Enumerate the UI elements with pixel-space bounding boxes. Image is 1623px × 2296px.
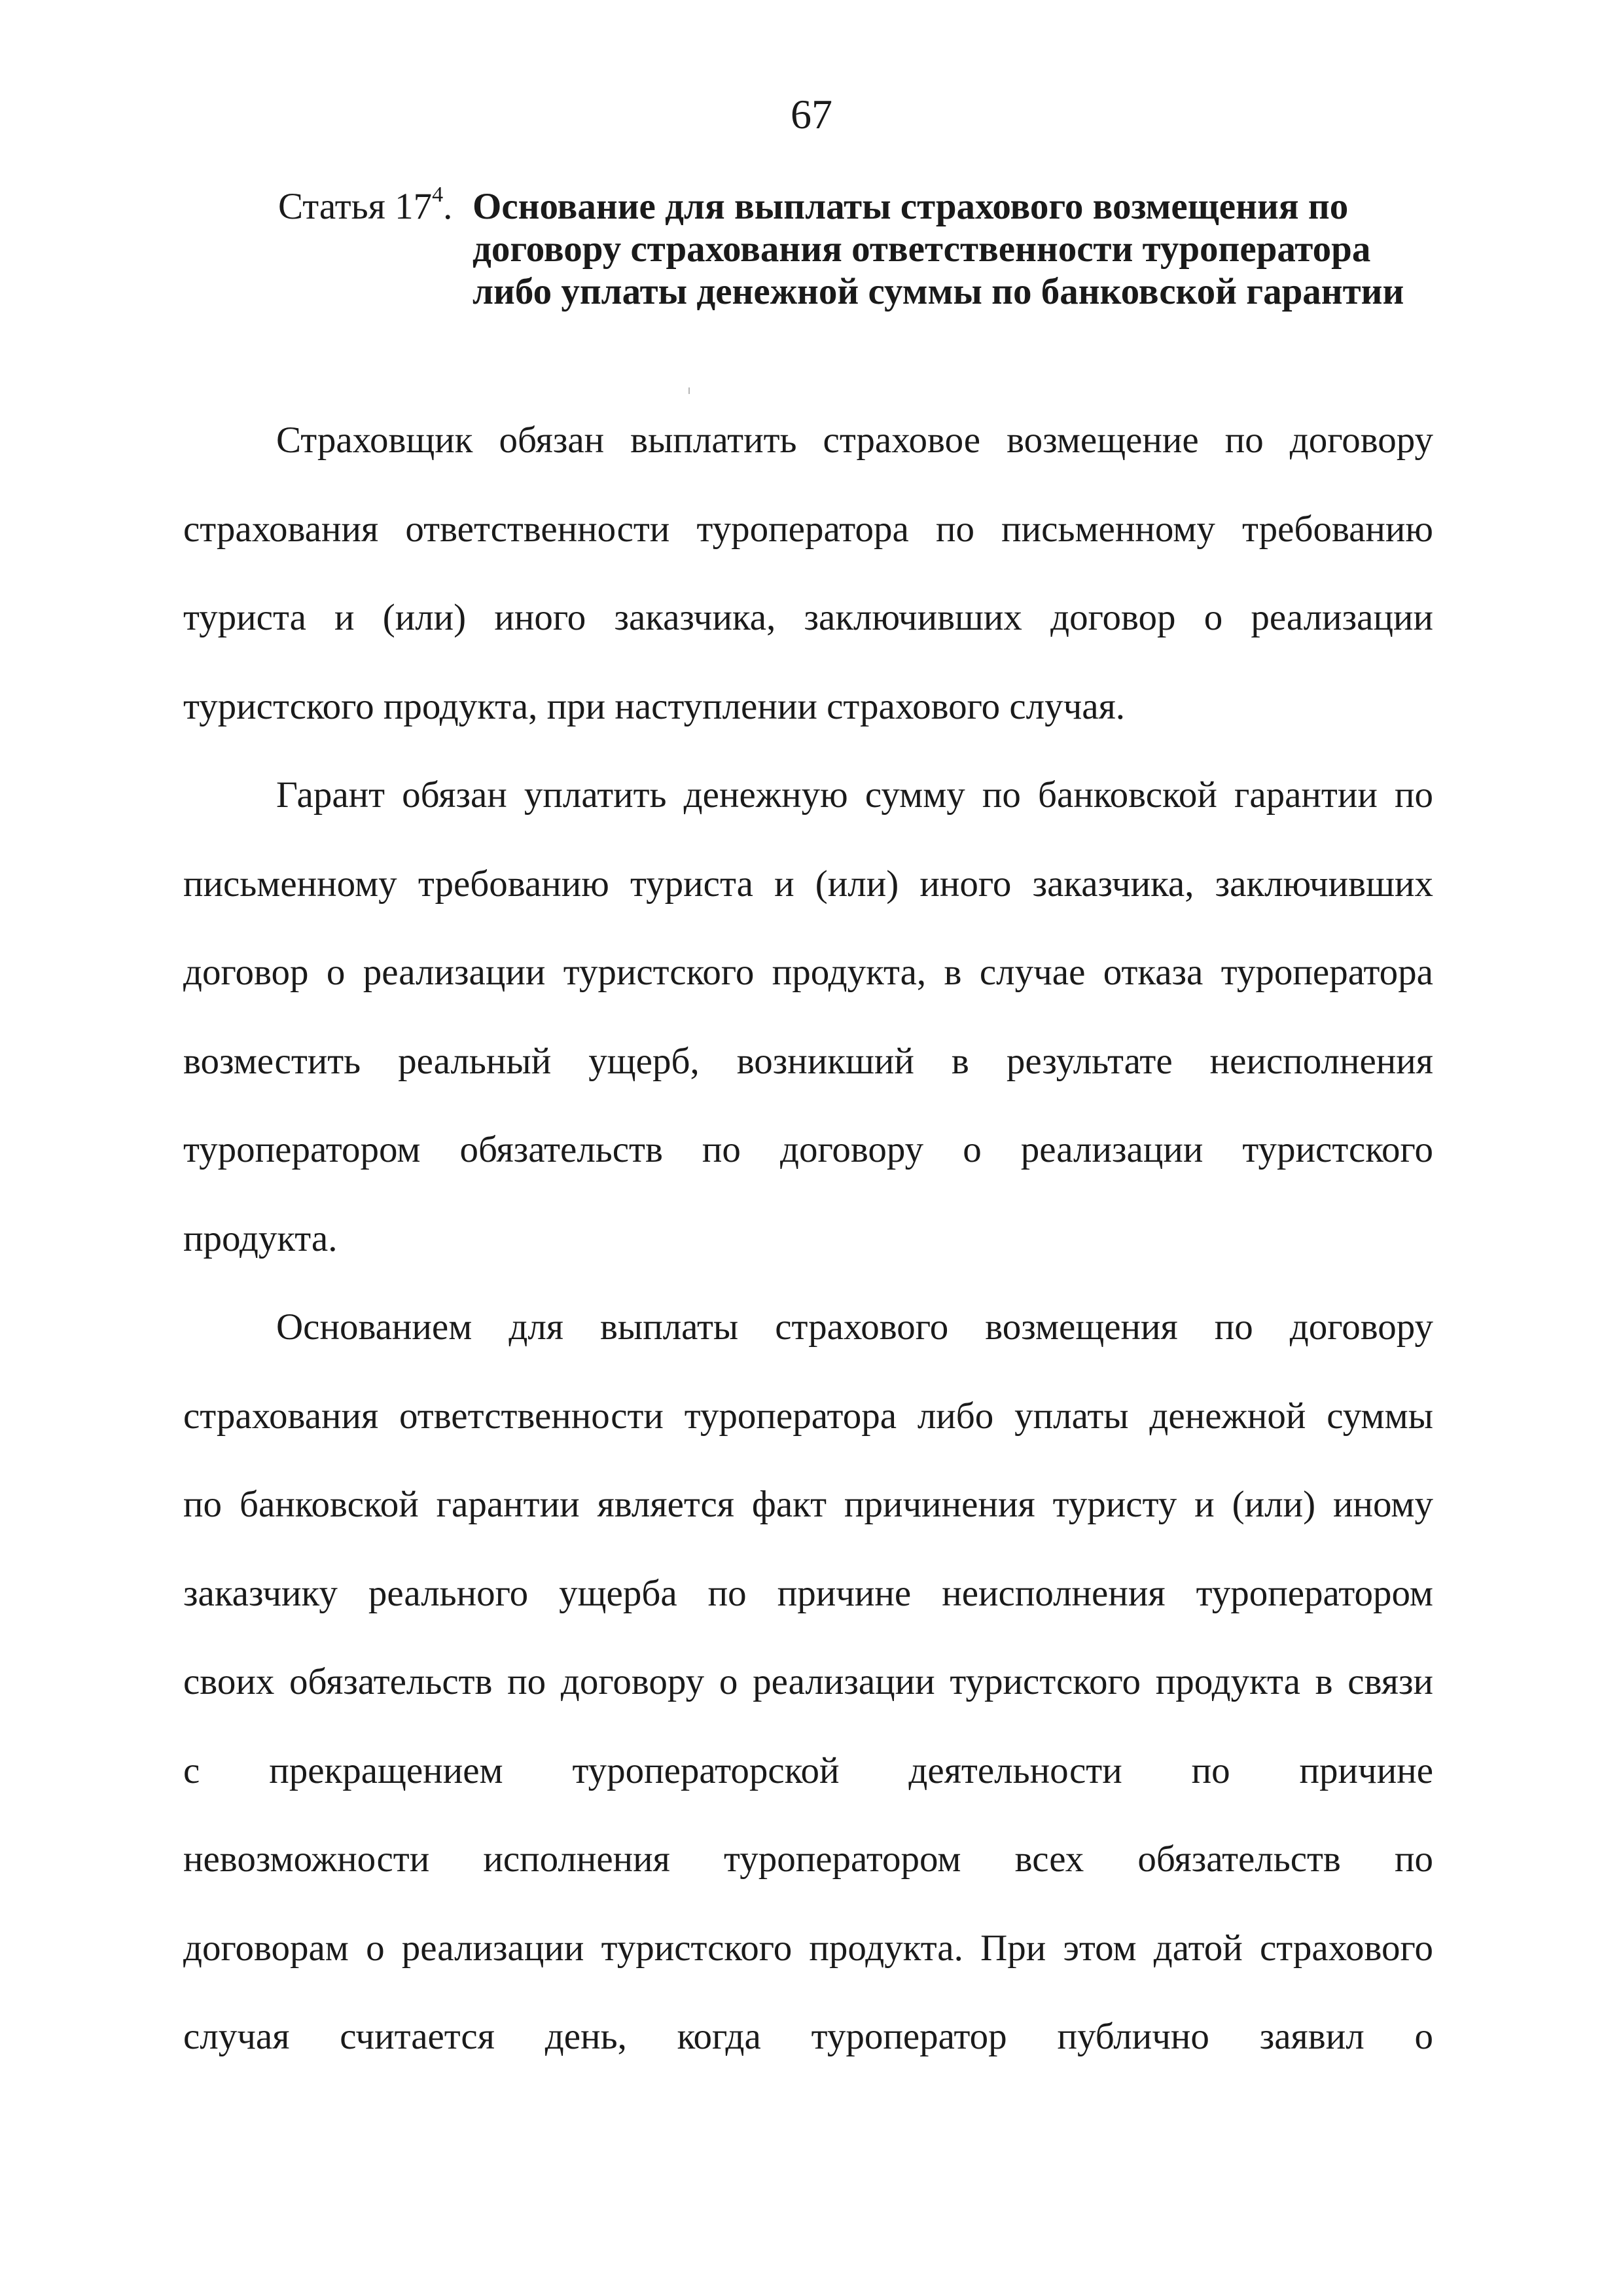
paragraph-2 (183, 751, 1433, 1283)
paragraph-1 (183, 396, 1433, 751)
paragraph-line: Основанием для выплаты страхового возмещения по договору (276, 1306, 1433, 1348)
article-title: Основание для выплаты страхового возмещения по договору страхования ответственности туроператора либо уплаты денежной суммы по банковской гарантии (473, 186, 1404, 312)
paragraph-line: договорам о реализации туристского продукта. При этом датой страхового (183, 1927, 1433, 1969)
paragraph-line: заказчику реального ущерба по причине неисполнения туроператором (183, 1572, 1433, 1614)
paragraph-line: случая считается день, когда туроператор публично заявил о (183, 2016, 1433, 2057)
paragraph-line: туриста и (или) иного заказчика, заключивших договор о реализации (183, 597, 1433, 638)
paragraph-3 (183, 1283, 1433, 2081)
scan-speck (688, 387, 690, 394)
paragraph-line: договор о реализации туристского продукта, в случае отказа туроператора (183, 952, 1433, 993)
paragraph-line: по банковской гарантии является факт причинения туристу и (или) иному (183, 1484, 1433, 1525)
paragraph-line: невозможности исполнения туроператором всех обязательств по (183, 1839, 1433, 1880)
paragraph-line: Страховщик обязан выплатить страховое возмещение по договору (276, 420, 1433, 461)
paragraph-line: возместить реальный ущерб, возникший в результате неисполнения (183, 1040, 1433, 1082)
paragraph-line: туроператором обязательств по договору о реализации туристского (183, 1129, 1433, 1170)
paragraph-line: туристского продукта, при наступлении страхового случая. (183, 685, 1126, 727)
paragraph-line: Гарант обязан уплатить денежную сумму по банковской гарантии по (276, 774, 1433, 816)
paragraph-line: письменному требованию туриста и (или) иного заказчика, заключивших (183, 863, 1433, 905)
article-body (183, 396, 1433, 2081)
article-label-suffix: . (443, 186, 453, 227)
article-label (278, 185, 452, 228)
paragraph-line: с прекращением туроператорской деятельности по причине (183, 1749, 1433, 1791)
article-label-text: Статья 17 (278, 186, 433, 227)
paragraph-line: страхования ответственности туроператора по письменному требованию (183, 508, 1433, 550)
paragraph-line: страхования ответственности туроператора либо уплаты денежной суммы (183, 1395, 1433, 1437)
paragraph-line: продукта. (183, 1217, 338, 1259)
article-label-superscript: 4 (432, 183, 444, 207)
page-number: 67 (791, 91, 832, 137)
paragraph-line: своих обязательств по договору о реализации туристского продукта в связи (183, 1661, 1433, 1702)
